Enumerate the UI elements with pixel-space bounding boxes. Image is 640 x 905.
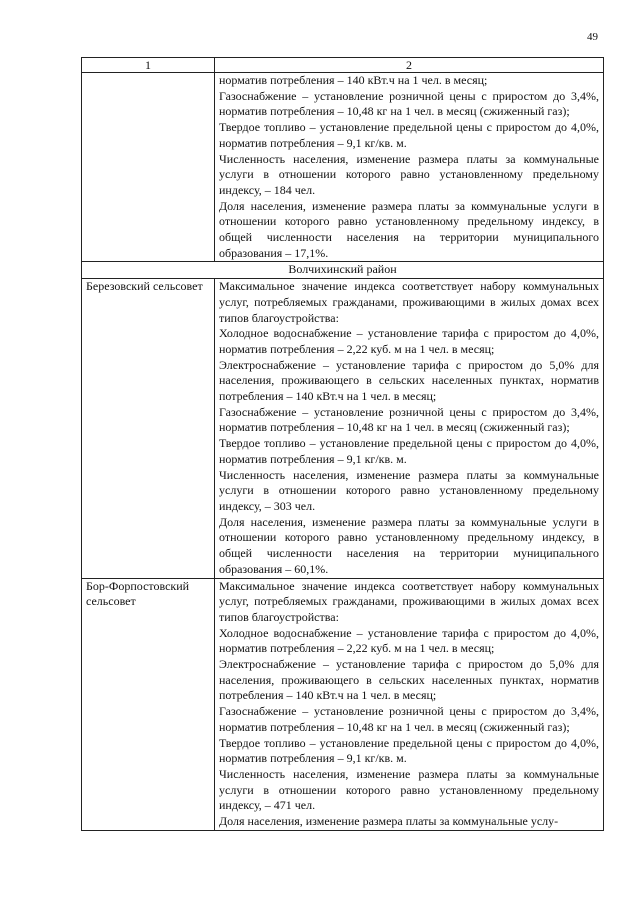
paragraph: Численность населения, изменение размера платы за коммунальные услуги в отношении которого равно установленному предельному индексу, – 471 чел. bbox=[219, 766, 599, 813]
district-row bbox=[82, 262, 604, 279]
paragraph: Твердое топливо – установление предельной цены с приростом до 4,0%, норматив потребления – 9,1 кг/кв. м. bbox=[219, 120, 599, 150]
paragraph: Газоснабжение – установление розничной цены с приростом до 3,4%, норматив потребления – 10,48 кг на 1 чел. в месяц (сжиженный газ); bbox=[219, 704, 599, 734]
paragraph: Холодное водоснабжение – установление тарифа с приростом до 4,0%, норматив потребления – 2,22 куб. м на 1 чел. в месяц; bbox=[219, 326, 599, 356]
paragraph: Доля населения, изменение размера платы за коммунальные услу- bbox=[219, 814, 559, 829]
description-cell bbox=[215, 279, 604, 578]
header-col-2: 2 bbox=[215, 58, 604, 73]
paragraph: Максимальное значение индекса соответствует набору коммунальных услуг, потребляемых гражданами, проживающими в жилых домах всех типов благоустройства: bbox=[219, 578, 599, 624]
tariff-table bbox=[81, 57, 604, 831]
description-cell bbox=[215, 73, 604, 262]
paragraph: Твердое топливо – установление предельной цены с приростом до 4,0%, норматив потребления – 9,1 кг/кв. м. bbox=[219, 436, 599, 466]
paragraph: Доля населения, изменение размера платы за коммунальные услуги в отношении которого равно установленному предельному индексу, в общей численности населения на территории муниципального образования – 17,1%. bbox=[219, 198, 599, 260]
table-header-row bbox=[82, 58, 604, 73]
paragraph: Холодное водоснабжение – установление тарифа с приростом до 4,0%, норматив потребления – 2,22 куб. м на 1 чел. в месяц; bbox=[219, 625, 599, 656]
page-number: 49 bbox=[587, 31, 598, 43]
municipality-name: Березовский сельсовет bbox=[82, 279, 215, 578]
table-row bbox=[82, 578, 604, 830]
table-row-continuation bbox=[82, 73, 604, 262]
district-title: Волчихинский район bbox=[82, 262, 604, 279]
paragraph: Газоснабжение – установление розничной цены с приростом до 3,4%, норматив потребления – 10,48 кг на 1 чел. в месяц (сжиженный газ); bbox=[219, 88, 599, 119]
table-row bbox=[82, 279, 604, 578]
paragraph: Максимальное значение индекса соответствует набору коммунальных услуг, потребляемых гражданами, проживающими в жилых домах всех типов благоустройства: bbox=[219, 279, 599, 325]
paragraph: Численность населения, изменение размера платы за коммунальные услуги в отношении которого равно установленному предельному индексу, – 303 чел. bbox=[219, 467, 599, 513]
paragraph: Доля населения, изменение размера платы за коммунальные услуги в отношении которого равно установленному предельному индексу, в общей численности населения на территории муниципального образования – 60,1%. bbox=[219, 514, 599, 576]
paragraph: Газоснабжение – установление розничной цены с приростом до 3,4%, норматив потребления – 10,48 кг на 1 чел. в месяц (сжиженный газ); bbox=[219, 404, 599, 435]
municipality-name: Бор-Форпостовский сельсовет bbox=[82, 578, 215, 830]
paragraph: Твердое топливо – установление предельной цены с приростом до 4,0%, норматив потребления – 9,1 кг/кв. м. bbox=[219, 735, 599, 766]
description-cell bbox=[215, 578, 604, 830]
paragraph: норматив потребления – 140 кВт.ч на 1 чел. в месяц; bbox=[219, 73, 488, 87]
header-col-1: 1 bbox=[82, 58, 215, 73]
municipality-cell-empty bbox=[82, 73, 215, 262]
paragraph: Электроснабжение – установление тарифа с приростом до 5,0% для населения, проживающего в сельских населенных пунктах, норматив потребления – 140 кВт.ч на 1 чел. в месяц; bbox=[219, 357, 599, 404]
paragraph: Численность населения, изменение размера платы за коммунальные услуги в отношении которого равно установленному предельному индексу, – 184 чел. bbox=[219, 151, 599, 197]
paragraph: Электроснабжение – установление тарифа с приростом до 5,0% для населения, проживающего в сельских населенных пунктах, норматив потребления – 140 кВт.ч на 1 чел. в месяц; bbox=[219, 657, 599, 703]
